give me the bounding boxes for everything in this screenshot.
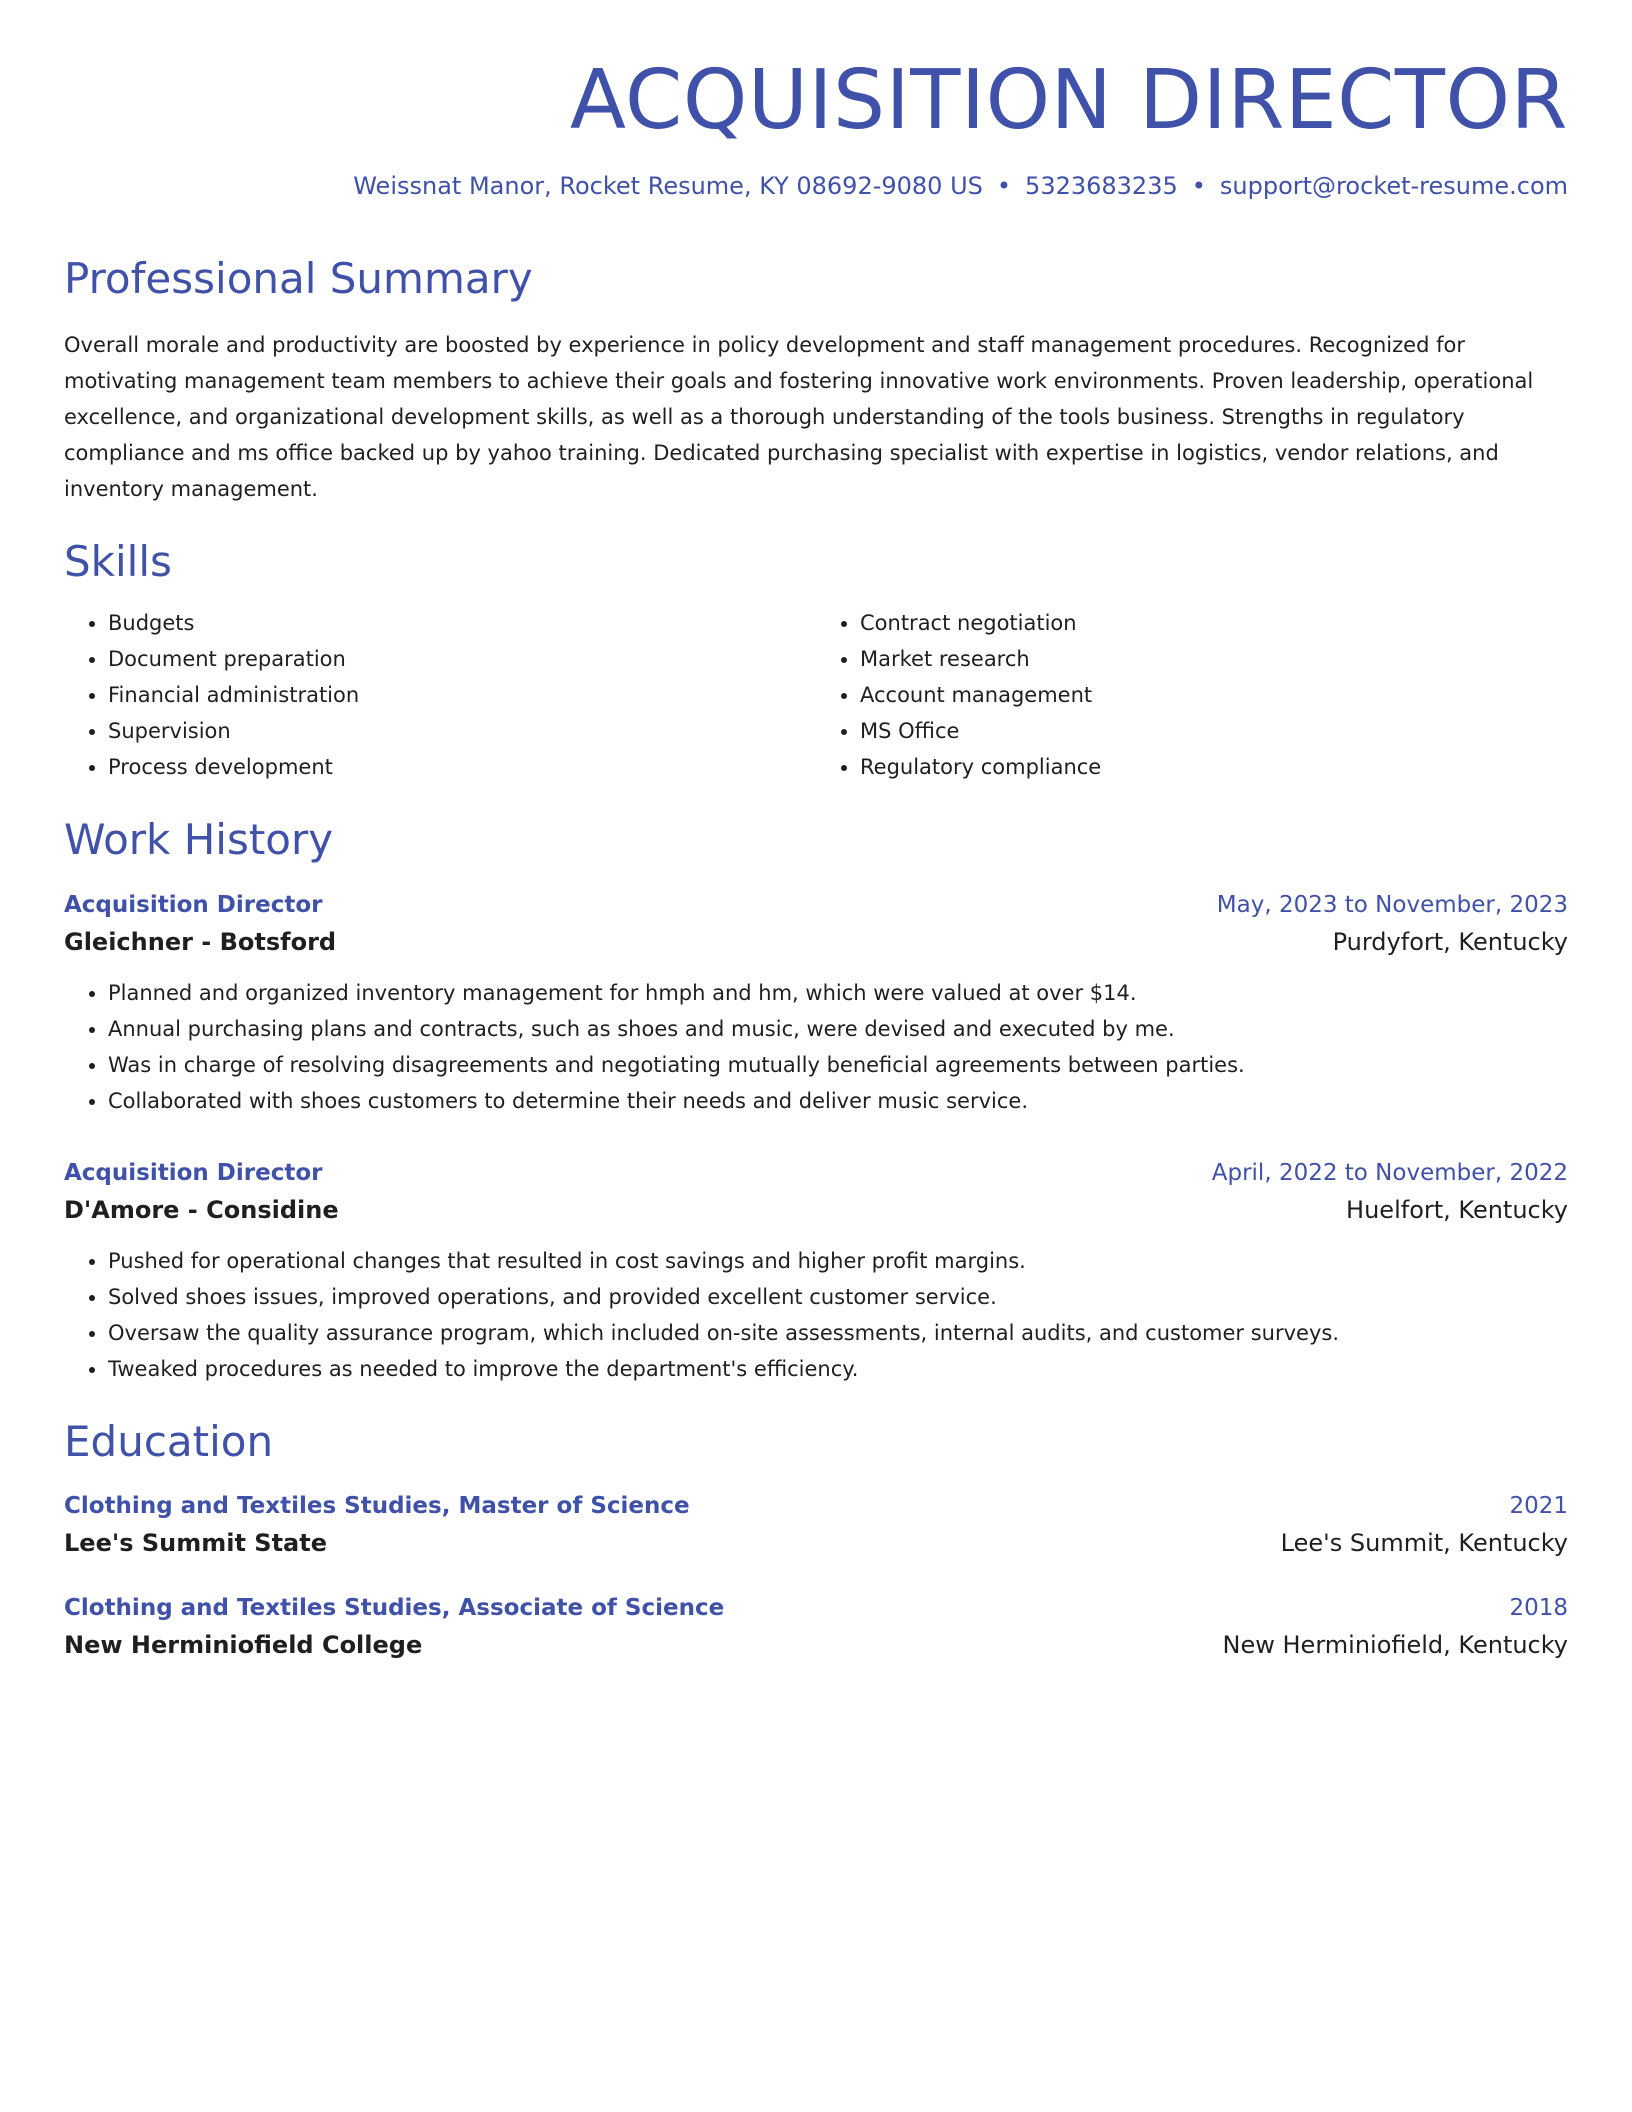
skill-item: • Financial administration: [108, 677, 816, 713]
education-school: New Herminiofield College: [64, 1630, 423, 1659]
job-dates: April, 2022 to November, 2022: [1211, 1160, 1568, 1187]
education-section: [64, 1417, 1568, 1663]
job-bullet: • Annual purchasing plans and contracts, such as shoes and music, were devised and executed by me.: [108, 1011, 1568, 1047]
job-dates: May, 2023 to November, 2023: [1216, 892, 1568, 919]
resume-title: ACQUISITION DIRECTOR: [569, 53, 1568, 148]
job-bullet: • Tweaked procedures as needed to improve the department's efficiency.: [108, 1351, 1568, 1387]
bullet-separator: •: [996, 172, 1012, 201]
job-entry: [64, 1155, 1568, 1387]
job-company-row: [64, 923, 1568, 961]
skills-column-left: [64, 605, 816, 785]
summary-text: Overall morale and productivity are boosted by experience in policy development and staff management procedures. Recognized for motivating management team members to achieve their goals and fostering innovative work environments. Proven leadership, operational excellence, and organizational development skills, as well as a thorough understanding of the tools business. Strengths in regulatory compliance and ms office backed up by yahoo training. Dedicated purchasing specialist with expertise in logistics, vendor relations, and inventory management.: [64, 332, 1534, 501]
skill-item: • Regulatory compliance: [860, 749, 1568, 785]
skills-column-right: [816, 605, 1568, 785]
contact-line: [64, 172, 1568, 200]
education-header-row: [64, 1590, 1568, 1626]
job-bullets: [64, 1243, 1568, 1387]
skill-item: • Document preparation: [108, 641, 816, 677]
contact-phone: 5323683235: [1025, 172, 1178, 201]
job-bullet: • Pushed for operational changes that resulted in cost savings and higher profit margins.: [108, 1243, 1568, 1279]
education-location: Lee's Summit, Kentucky: [1280, 1528, 1568, 1557]
work-history-section: [64, 815, 1568, 1387]
job-role: Acquisition Director: [64, 1160, 323, 1187]
job-bullet: • Solved shoes issues, improved operations, and provided excellent customer service.: [108, 1279, 1568, 1315]
job-header-row: [64, 1155, 1568, 1191]
job-location: Huelfort, Kentucky: [1346, 1196, 1568, 1225]
education-degree: Clothing and Textiles Studies, Master of Science: [64, 1492, 690, 1519]
bullet-separator: •: [1191, 172, 1206, 201]
section-title-skills: Skills: [64, 536, 172, 586]
education-degree: Clothing and Textiles Studies, Associate of Science: [64, 1594, 725, 1621]
skill-item: • Supervision: [108, 713, 816, 749]
skill-item: • Process development: [108, 749, 816, 785]
education-year: 2021: [1509, 1492, 1568, 1519]
skill-item: • Contract negotiation: [860, 605, 1568, 641]
education-entry: [64, 1590, 1568, 1664]
skills-grid: [64, 605, 1568, 785]
resume-header: [64, 53, 1568, 201]
job-bullets: [64, 975, 1568, 1119]
section-title-work-history: Work History: [64, 814, 334, 864]
skills-section: [64, 537, 1568, 785]
job-company: D'Amore - Considine: [64, 1196, 339, 1225]
contact-address: Weissnat Manor, Rocket Resume, KY 08692-9080 US: [353, 172, 983, 201]
section-title-education: Education: [64, 1417, 274, 1467]
education-school-row: [64, 1626, 1568, 1664]
job-bullet: • Was in charge of resolving disagreements and negotiating mutually beneficial agreements between parties.: [108, 1047, 1568, 1083]
job-role: Acquisition Director: [64, 892, 323, 919]
education-header-row: [64, 1488, 1568, 1524]
education-school-row: [64, 1524, 1568, 1562]
section-title-summary: Professional Summary: [64, 254, 533, 304]
job-entry: [64, 887, 1568, 1119]
job-location: Purdyfort, Kentucky: [1332, 928, 1568, 957]
job-header-row: [64, 887, 1568, 923]
education-school: Lee's Summit State: [64, 1528, 327, 1557]
education-location: New Herminiofield, Kentucky: [1222, 1630, 1568, 1659]
professional-summary-section: [64, 254, 1568, 506]
skill-item: • Market research: [860, 641, 1568, 677]
job-bullet: • Collaborated with shoes customers to determine their needs and deliver music service.: [108, 1083, 1568, 1119]
skill-item: • Account management: [860, 677, 1568, 713]
skill-item: • Budgets: [108, 605, 816, 641]
education-year: 2018: [1509, 1594, 1568, 1621]
contact-email: support@rocket-resume.com: [1219, 172, 1568, 201]
skill-item: • MS Office: [860, 713, 1568, 749]
job-bullet: • Planned and organized inventory management for hmph and hm, which were valued at over $14.: [108, 975, 1568, 1011]
education-entry: [64, 1488, 1568, 1562]
job-company-row: [64, 1191, 1568, 1229]
job-company: Gleichner - Botsford: [64, 928, 337, 957]
job-bullet: • Oversaw the quality assurance program, which included on-site assessments, internal audits, and customer surveys.: [108, 1315, 1568, 1351]
